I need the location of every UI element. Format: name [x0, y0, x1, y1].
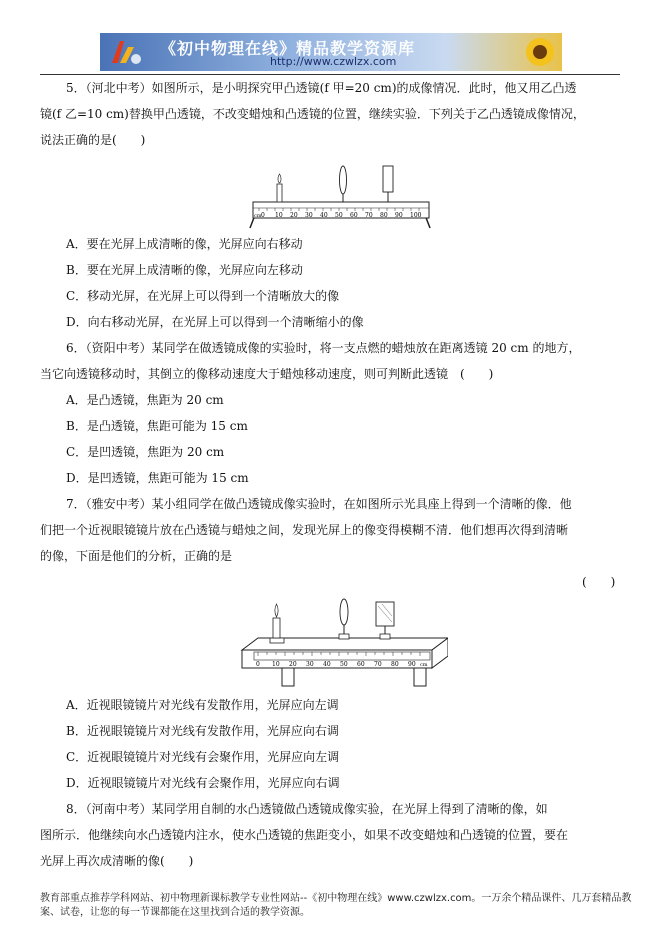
q7-ruler-unit: cm	[420, 662, 428, 668]
q5-ruler-tick-label: 30	[305, 212, 313, 219]
q7-stem-line3: 的像，下面是他们的分析，正确的是	[40, 549, 233, 563]
q5-ruler-tick-label: 60	[350, 212, 358, 219]
q5-screen	[383, 166, 393, 202]
q5-ruler-tick-label: 20	[290, 212, 298, 219]
q7-ruler-tick-label: 10	[272, 661, 280, 668]
q5-option-b: B．要在光屏上成清晰的像，光屏应向左移动	[66, 263, 303, 277]
q7-convex-lens	[339, 599, 349, 639]
q5-ruler-tick-label: 10	[275, 212, 283, 219]
q5-ruler-tick-label: 0	[261, 212, 265, 219]
q5-ruler-tick-label: 50	[335, 212, 343, 219]
q7-ruler-tick-label: 60	[357, 661, 365, 668]
q6-option-c: C．是凹透镜，焦距为 20 cm	[66, 445, 225, 459]
q7-ruler-tick-label: 70	[374, 661, 382, 668]
q7-ruler-tick-label: 90	[408, 661, 416, 668]
q5-option-a: A．要在光屏上成清晰的像，光屏应向右移动	[66, 237, 303, 251]
q7-ruler-tick-label: 40	[323, 661, 331, 668]
q7-ruler-tick-label: 80	[391, 661, 399, 668]
q6-stem-line2: 当它向透镜移动时，其倒立的像移动速度大于蜡烛移动速度，则可判断此透镜 ( )	[40, 367, 494, 381]
q8-stem-line2: 图所示．他继续向水凸透镜内注水，使水凸透镜的焦距变小，如果不改变蜡烛和凸透镜的位置，要在	[40, 828, 569, 842]
q7-ruler-tick-label: 0	[256, 661, 260, 668]
q5-ruler-unit: cm	[254, 213, 262, 219]
q7-optical-bench-figure	[238, 598, 448, 693]
footer-line1: 教育部重点推荐学科网站、初中物理新课标教学专业性网站--《初中物理在线》www.czwlzx.com。一万余个精品课件、几万套精品教	[40, 893, 632, 904]
q7-option-a: A．近视眼镜镜片对光线有发散作用，光屏应向左调	[66, 698, 339, 712]
q7-option-d: D．近视眼镜镜片对光线有会聚作用，光屏应向右调	[66, 776, 340, 790]
q7-stem-line1: 7．（雅安中考）某小组同学在做凸透镜成像实验时，在如图所示光具座上得到一个清晰的像．他	[66, 497, 572, 511]
q7-screen	[376, 602, 394, 639]
q6-option-d: D．是凹透镜，焦距可能为 15 cm	[66, 471, 249, 485]
q5-ruler-minor-ticks	[259, 208, 419, 211]
q5-ruler-tick-label: 80	[380, 212, 388, 219]
q7-option-b: B．近视眼镜镜片对光线有发散作用，光屏应向右调	[66, 724, 339, 738]
q7-ruler-tick-label: 30	[306, 661, 314, 668]
banner-url[interactable]: http://www.czwlzx.com	[270, 55, 397, 68]
logo-icon	[106, 37, 146, 67]
q7-ruler-tick-label: 20	[289, 661, 297, 668]
q6-stem-line1: 6．（资阳中考）某同学在做透镜成像的实验时，将一支点燃的蜡烛放在距离透镜 20 cm 的地方，	[66, 341, 581, 355]
q5-ruler-tick-label: 100	[410, 212, 422, 219]
q8-stem-line3: 光屏上再次成清晰的像( )	[40, 854, 194, 868]
q5-ruler-tick-label: 90	[395, 212, 403, 219]
q5-optical-bench-figure	[245, 160, 435, 230]
q5-ruler-tick-label: 70	[365, 212, 373, 219]
q7-ruler-tick-label: 50	[340, 661, 348, 668]
q7-stem-line2: 们把一个近视眼镜镜片放在凸透镜与蜡烛之间，发现光屏上的像变得模糊不清．他们想再次得到清晰	[40, 523, 569, 537]
q7-candle	[270, 604, 284, 643]
q5-stem-line3: 说法正确的是( )	[40, 133, 146, 147]
footer-line2: 案、试卷，让您的每一节课都能在这里找到合适的教学资源。	[40, 907, 310, 918]
q6-option-b: B．是凸透镜，焦距可能为 15 cm	[66, 419, 248, 433]
q5-stem-line1: 5．（河北中考）如图所示，是小明探究甲凸透镜(f 甲=20 cm)的成像情况．此时，他又用乙凸透	[66, 81, 577, 95]
banner-title: 《初中物理在线》精品教学资源库	[160, 39, 416, 58]
q5-stem-line2: 镜(f 乙=10 cm)替换甲凸透镜，不改变蜡烛和凸透镜的位置，继续实验．下列关于乙凸透镜成像情况，	[40, 107, 585, 121]
q5-candle	[277, 174, 282, 202]
q5-ruler-tick-label: 40	[320, 212, 328, 219]
header-rule	[40, 74, 620, 75]
q7-answer-blank: ( )	[582, 575, 616, 589]
q5-convex-lens	[340, 166, 347, 202]
header-banner	[100, 33, 562, 71]
q8-stem-line1: 8．（河南中考）某同学用自制的水凸透镜做凸透镜成像实验，在光屏上得到了清晰的像，如	[66, 802, 548, 816]
q7-option-c: C．近视眼镜镜片对光线有会聚作用，光屏应向左调	[66, 750, 340, 764]
q5-option-d: D．向右移动光屏，在光屏上可以得到一个清晰缩小的像	[66, 315, 364, 329]
q6-option-a: A．是凸透镜，焦距为 20 cm	[66, 393, 224, 407]
q5-option-c: C．移动光屏，在光屏上可以得到一个清晰放大的像	[66, 289, 340, 303]
sunflower-icon	[522, 35, 558, 69]
